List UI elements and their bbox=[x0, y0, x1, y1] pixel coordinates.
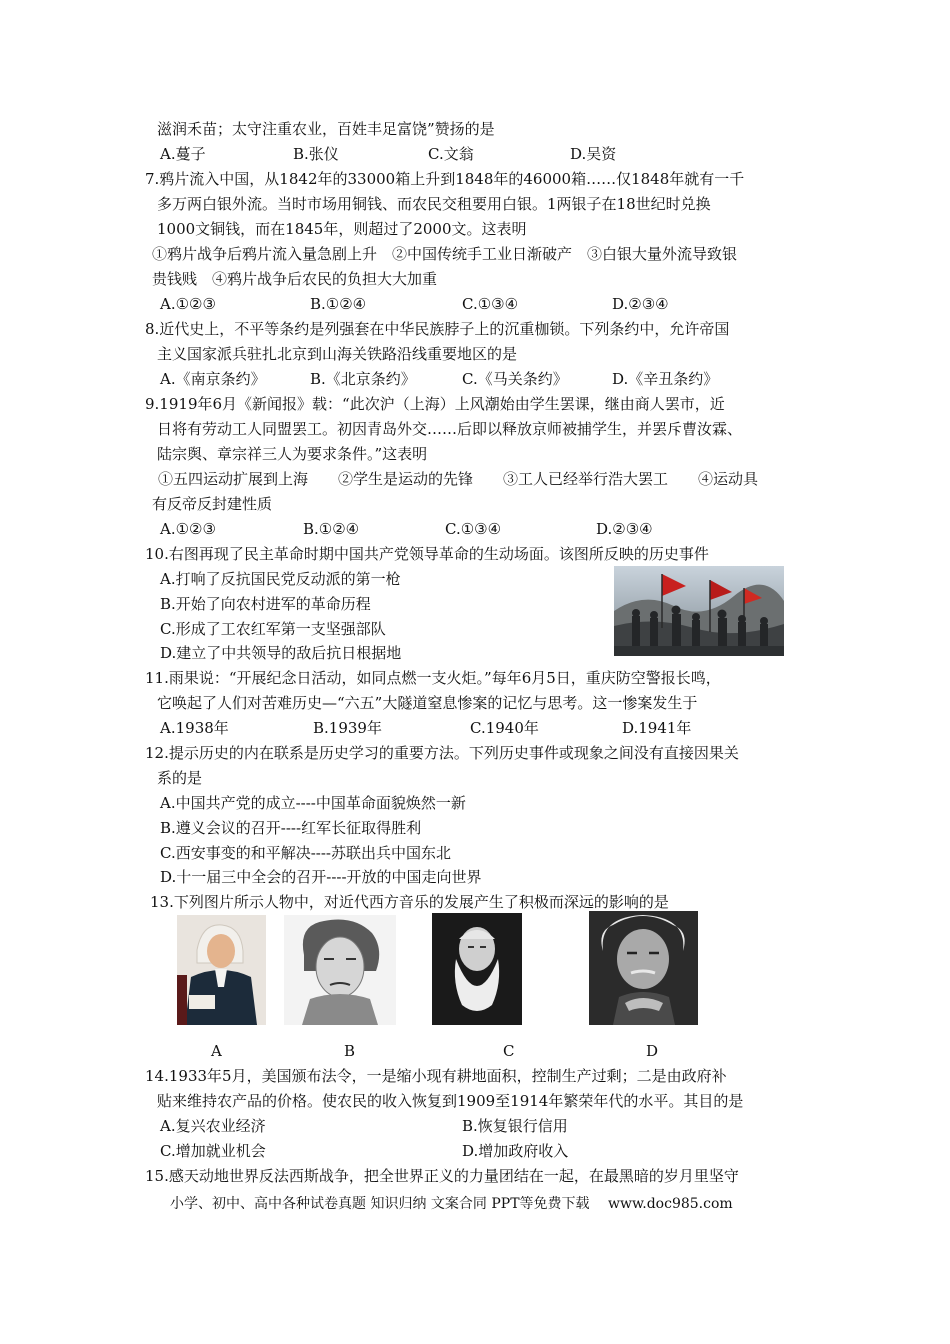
q12-option-a: A.中国共产党的成立----中国革命面貌焕然一新 bbox=[160, 794, 466, 812]
q8-line-1: 8.近代史上，不平等条约是列强套在中华民族脖子上的沉重枷锁。下列条约中，允许帝国 bbox=[145, 320, 730, 338]
q13-label-d: D bbox=[646, 1042, 659, 1060]
q8-option-b: B.《北京条约》 bbox=[310, 370, 416, 388]
q7-option-c: C.①③④ bbox=[462, 295, 519, 313]
q11-line-2: 它唤起了人们对苦难历史—“六五”大隧道窒息惨案的记忆与思考。这一惨案发生于 bbox=[157, 694, 698, 712]
q6-option-a: A.蔓子 bbox=[160, 145, 206, 163]
q10-option-b: B.开始了向农村进军的革命历程 bbox=[160, 595, 371, 613]
q13-label-b: B bbox=[344, 1042, 356, 1060]
q9-line-3: 陆宗舆、章宗祥三人为要求条件。”这表明 bbox=[157, 445, 428, 463]
q11-line-1: 11.雨果说：“开展纪念日活动，如同点燃一支火炬。”每年6月5日，重庆防空警报长鸣， bbox=[145, 669, 721, 687]
portrait-c bbox=[432, 913, 522, 1025]
q13-label-c: C bbox=[503, 1042, 515, 1060]
q7-line-3: 1000文铜钱，而在1845年，则超过了2000文。这表明 bbox=[157, 220, 527, 238]
q11-option-a: A.1938年 bbox=[160, 719, 229, 737]
q10-option-c: C.形成了工农红军第一支坚强部队 bbox=[160, 620, 386, 638]
q14-line-2: 贴来维持农产品的价格。使农民的收入恢复到1909至1914年繁荣年代的水平。其目的是 bbox=[157, 1092, 744, 1110]
portrait-d bbox=[589, 911, 698, 1025]
q14-option-d: D.增加政府收入 bbox=[462, 1142, 569, 1160]
portrait-b bbox=[284, 915, 396, 1025]
q9-line-1: 9.1919年6月《新闻报》载：“此次沪（上海）上风潮始由学生罢课，继由商人罢市，近 bbox=[145, 395, 725, 413]
q14-option-b: B.恢复银行信用 bbox=[462, 1117, 568, 1135]
q9-line-2: 日将有劳动工人同盟罢工。初因青岛外交……后即以释放京师被捕学生，并罢斥曹汝霖、 bbox=[157, 420, 743, 438]
revolution-painting bbox=[614, 566, 784, 656]
q12-option-d: D.十一届三中全会的召开----开放的中国走向世界 bbox=[160, 868, 482, 886]
q6-line: 滋润禾苗；太守注重农业，百姓丰足富饶”赞扬的是 bbox=[157, 120, 495, 138]
q8-option-c: C.《马关条约》 bbox=[462, 370, 568, 388]
q9-option-b: B.①②④ bbox=[303, 520, 360, 538]
q15-line: 15.感天动地世界反法西斯战争，把全世界正义的力量团结在一起，在最黑暗的岁月里坚守 bbox=[145, 1167, 739, 1185]
q11-option-b: B.1939年 bbox=[313, 719, 382, 737]
q12-line-1: 12.提示历史的内在联系是历史学习的重要方法。下列历史事件或现象之间没有直接因果关 bbox=[145, 744, 739, 762]
q9-option-a: A.①②③ bbox=[160, 520, 216, 538]
portrait-a bbox=[177, 915, 266, 1025]
q12-option-c: C.西安事变的和平解决----苏联出兵中国东北 bbox=[160, 844, 451, 862]
q11-option-c: C.1940年 bbox=[470, 719, 539, 737]
q13-line: 13.下列图片所示人物中，对近代西方音乐的发展产生了积极而深远的影响的是 bbox=[150, 893, 669, 911]
q7-line-1: 7.鸦片流入中国，从1842年的33000箱上升到1848年的46000箱……仅1848年就有一千 bbox=[145, 170, 745, 188]
q7-line-2: 多万两白银外流。当时市场用铜钱、而农民交租要用白银。1两银子在18世纪时兑换 bbox=[157, 195, 711, 213]
q14-option-a: A.复兴农业经济 bbox=[160, 1117, 266, 1135]
q14-line-1: 14.1933年5月，美国颁布法令，一是缩小现有耕地面积，控制生产过剩；二是由政府补 bbox=[145, 1067, 727, 1085]
q9-line-5: 有反帝反封建性质 bbox=[152, 495, 273, 513]
q8-option-a: A.《南京条约》 bbox=[160, 370, 266, 388]
q9-option-c: C.①③④ bbox=[445, 520, 502, 538]
q7-option-b: B.①②④ bbox=[310, 295, 367, 313]
q6-option-d: D.吴资 bbox=[570, 145, 617, 163]
q6-option-b: B.张仪 bbox=[293, 145, 339, 163]
q9-option-d: D.②③④ bbox=[596, 520, 653, 538]
q13-label-a: A bbox=[211, 1042, 222, 1060]
q9-line-4: ①五四运动扩展到上海 ②学生是运动的先锋 ③工人已经举行浩大罢工 ④运动具 bbox=[158, 470, 759, 488]
q12-line-2: 系的是 bbox=[157, 769, 203, 787]
q8-option-d: D.《辛丑条约》 bbox=[612, 370, 719, 388]
q14-option-c: C.增加就业机会 bbox=[160, 1142, 266, 1160]
q10-line: 10.右图再现了民主革命时期中国共产党领导革命的生动场面。该图所反映的历史事件 bbox=[145, 545, 709, 563]
page-footer: 小学、初中、高中各种试卷真题 知识归纳 文案合同 PPT等免费下载 www.doc985.com bbox=[170, 1196, 733, 1212]
q12-option-b: B.遵义会议的召开----红军长征取得胜利 bbox=[160, 819, 422, 837]
q7-option-a: A.①②③ bbox=[160, 295, 216, 313]
q8-line-2: 主义国家派兵驻扎北京到山海关铁路沿线重要地区的是 bbox=[157, 345, 518, 363]
q7-option-d: D.②③④ bbox=[612, 295, 669, 313]
q11-option-d: D.1941年 bbox=[622, 719, 692, 737]
q10-option-d: D.建立了中共领导的敌后抗日根据地 bbox=[160, 644, 402, 662]
q10-option-a: A.打响了反抗国民党反动派的第一枪 bbox=[160, 570, 401, 588]
q7-line-5: 贵钱贱 ④鸦片战争后农民的负担大大加重 bbox=[152, 270, 438, 288]
q7-line-4: ①鸦片战争后鸦片流入量急剧上升 ②中国传统手工业日渐破产 ③白银大量外流导致银 bbox=[152, 245, 738, 263]
q6-option-c: C.文翁 bbox=[428, 145, 474, 163]
